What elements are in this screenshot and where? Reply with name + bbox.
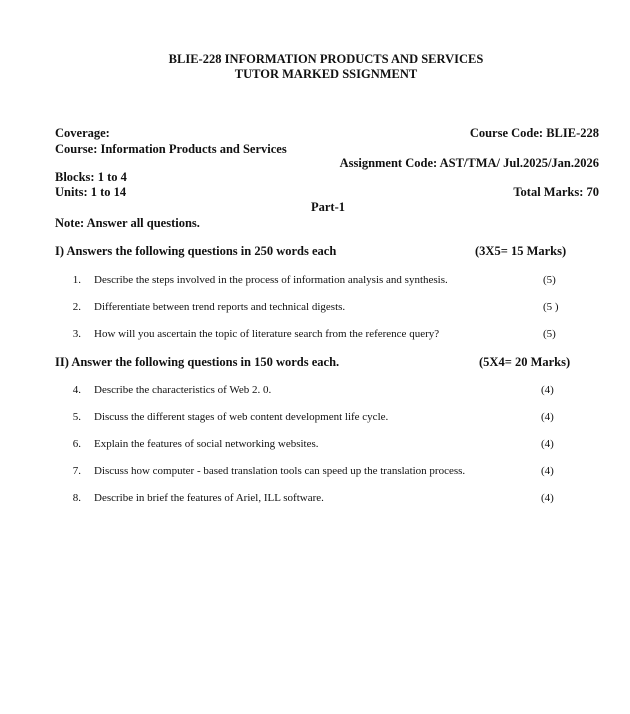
question-marks: (5) bbox=[543, 328, 556, 340]
question-number: 6. bbox=[72, 438, 81, 450]
question-number: 8. bbox=[72, 492, 81, 504]
question-text: Describe the characteristics of Web 2. 0. bbox=[94, 384, 272, 396]
question-number: 5. bbox=[72, 411, 81, 423]
section-1-heading: I) Answers the following questions in 250 words each bbox=[55, 244, 337, 258]
title-line-1: BLIE-228 INFORMATION PRODUCTS AND SERVICES bbox=[168, 52, 484, 66]
question-text: How will you ascertain the topic of literature search from the reference query? bbox=[94, 328, 440, 340]
section-1-marks: (3X5= 15 Marks) bbox=[475, 244, 567, 258]
question-text: Differentiate between trend reports and technical digests. bbox=[94, 301, 346, 313]
course-code: Course Code: BLIE-228 bbox=[469, 126, 599, 140]
section-2-heading: II) Answer the following questions in 150 words each. bbox=[55, 355, 340, 369]
question-text: Describe the steps involved in the process of information analysis and synthesis. bbox=[94, 274, 448, 286]
assignment-code: Assignment Code: AST/TMA/ Jul.2025/Jan.2026 bbox=[339, 156, 599, 170]
question-marks: (4) bbox=[541, 411, 554, 423]
title-line-2: TUTOR MARKED SSIGNMENT bbox=[234, 67, 418, 81]
question-marks: (4) bbox=[541, 438, 554, 450]
question-marks: (4) bbox=[541, 492, 554, 504]
question-marks: (4) bbox=[541, 465, 554, 477]
question-marks: (5) bbox=[543, 274, 556, 286]
question-text: Explain the features of social networking websites. bbox=[94, 438, 319, 450]
question-text: Discuss how computer - based translation tools can speed up the translation process. bbox=[94, 465, 466, 477]
question-number: 4. bbox=[72, 384, 81, 396]
course-name: Course: Information Products and Services bbox=[55, 142, 287, 156]
blocks: Blocks: 1 to 4 bbox=[55, 170, 127, 184]
question-marks: (4) bbox=[541, 384, 554, 396]
question-text: Describe in brief the features of Ariel, ILL software. bbox=[94, 492, 324, 504]
question-number: 2. bbox=[72, 301, 81, 313]
units: Units: 1 to 14 bbox=[55, 185, 127, 199]
note: Note: Answer all questions. bbox=[55, 216, 200, 230]
question-marks: (5 ) bbox=[543, 301, 559, 313]
question-number: 1. bbox=[72, 274, 81, 286]
section-2-marks: (5X4= 20 Marks) bbox=[479, 355, 571, 369]
question-text: Discuss the different stages of web content development life cycle. bbox=[94, 411, 389, 423]
total-marks: Total Marks: 70 bbox=[513, 185, 599, 199]
part-label: Part-1 bbox=[311, 200, 346, 214]
question-number: 3. bbox=[72, 328, 81, 340]
question-number: 7. bbox=[72, 465, 81, 477]
coverage-label: Coverage: bbox=[55, 126, 110, 140]
